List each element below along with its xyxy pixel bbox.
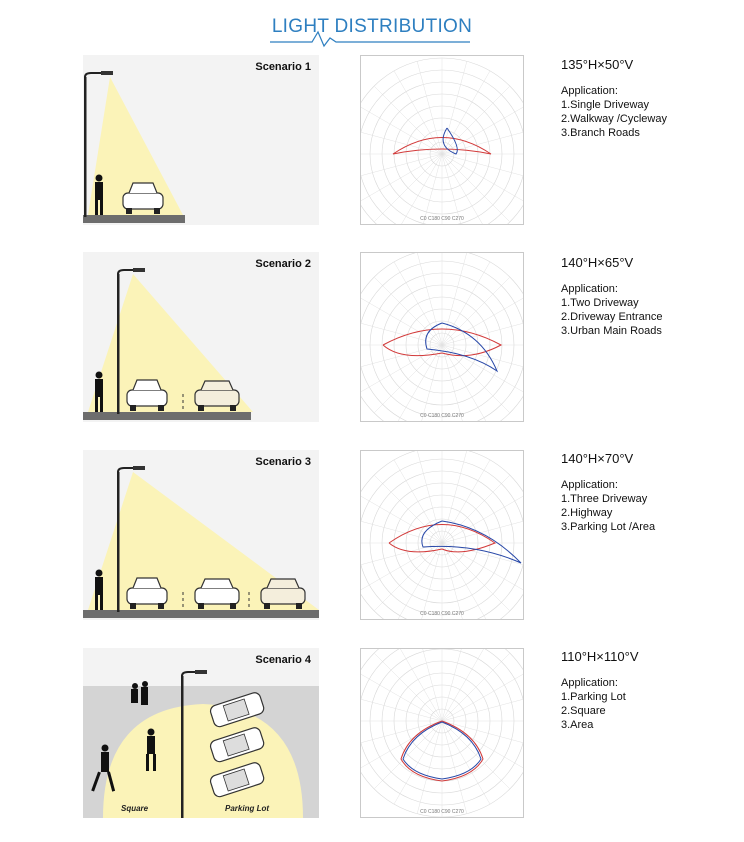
polar-grid-spoke	[442, 653, 510, 721]
scenario-1-polar-legend: C0 C180 C90 C270	[420, 216, 464, 222]
scenario-4-application-item: 2.Square	[561, 705, 606, 717]
scenario-2-application-item: 1.Two Driveway	[561, 297, 639, 309]
scenario-3-beam-angle: 140°H×70°V	[561, 451, 634, 466]
scenario-3-illustration	[83, 450, 319, 620]
polar-grid	[361, 649, 523, 817]
scenario-4-label: Scenario 4	[255, 654, 311, 666]
scenario-1-label: Scenario 1	[255, 61, 311, 73]
scenario-2-application-item: 2.Driveway Entrance	[561, 311, 663, 323]
scenario-4-beam-angle: 110°H×110°V	[561, 649, 639, 664]
scenario-2-application-item: 3.Urban Main Roads	[561, 325, 662, 337]
polar-grid-spoke	[442, 460, 490, 543]
scenario-1-application-heading: Application:	[561, 85, 618, 97]
scenario-1-illustration	[83, 55, 319, 225]
scenario-4-illustration	[83, 648, 319, 818]
header	[0, 0, 744, 50]
scenario-1-application-item: 2.Walkway /Cycleway	[561, 113, 667, 125]
scenario-2-beam-angle: 140°H×65°V	[561, 255, 634, 270]
polar-grid-spoke	[374, 154, 442, 222]
scenario-3-application-item: 2.Highway	[561, 507, 613, 519]
polar-grid-spoke	[394, 262, 442, 345]
polar-grid-spoke	[394, 543, 442, 619]
polar-grid-spoke	[394, 460, 442, 543]
scenario-1-application-item: 3.Branch Roads	[561, 127, 640, 139]
scenario-3-application-item: 3.Parking Lot /Area	[561, 521, 656, 533]
scenario-2-illustration	[83, 252, 319, 422]
scenario-3-info	[561, 452, 741, 534]
scenario-4-application-item: 3.Area	[561, 719, 594, 731]
polar-grid-spoke	[374, 653, 442, 721]
scenario-3-polar-legend: C0 C180 C90 C270	[420, 611, 464, 617]
scenario-4-info	[561, 650, 741, 732]
polar-grid	[361, 253, 523, 421]
polar-grid-spoke	[374, 543, 442, 611]
polar-grid-spoke	[417, 154, 442, 224]
polar-grid	[361, 58, 523, 224]
scenario-3-application-item: 1.Three Driveway	[561, 493, 648, 505]
polar-grid-spoke	[442, 451, 467, 543]
polar-grid-spoke	[442, 475, 510, 543]
scenario-4-polar-diagram	[360, 648, 524, 818]
scenario-2-polar-legend: C0 C180 C90 C270	[420, 413, 464, 419]
polar-grid-spoke	[374, 86, 442, 154]
polar-grid-spoke	[394, 345, 442, 421]
polar-grid-spoke	[442, 154, 510, 222]
polar-grid-spoke	[442, 543, 490, 619]
scenario-4-polar-legend: C0 C180 C90 C270	[420, 809, 464, 815]
scenario-4-application-item: 1.Parking Lot	[561, 691, 626, 703]
parking-lot-area-label: Parking Lot	[225, 804, 270, 813]
polar-grid-spoke	[374, 475, 442, 543]
scenario-3-application-heading: Application:	[561, 479, 618, 491]
scenario-4-application-heading: Application:	[561, 677, 618, 689]
scenario-2-label: Scenario 2	[255, 258, 311, 270]
polar-grid-spoke	[417, 451, 442, 543]
page-title: LIGHT DISTRIBUTION	[271, 16, 473, 37]
polar-grid-spoke	[442, 262, 490, 345]
scenario-3-polar-diagram	[360, 450, 524, 620]
scenario-1-beam-angle: 135°H×50°V	[561, 57, 634, 72]
polar-grid-spoke	[442, 721, 467, 814]
polar-grid-spoke	[442, 154, 467, 224]
polar-grid-spoke	[442, 86, 510, 154]
scenario-3-label: Scenario 3	[255, 456, 311, 468]
scenario-1-application-item: 1.Single Driveway	[561, 99, 650, 111]
square-area-label: Square	[121, 804, 149, 813]
scenario-1-polar-diagram	[360, 55, 524, 225]
scenario-2-polar-diagram	[360, 252, 524, 422]
polar-grid-spoke	[417, 721, 442, 814]
polar-grid-spoke	[442, 543, 510, 611]
polar-grid	[361, 451, 523, 619]
scenario-2-info	[561, 256, 741, 338]
scenario-1-info	[561, 58, 741, 140]
scenario-2-application-heading: Application:	[561, 283, 618, 295]
